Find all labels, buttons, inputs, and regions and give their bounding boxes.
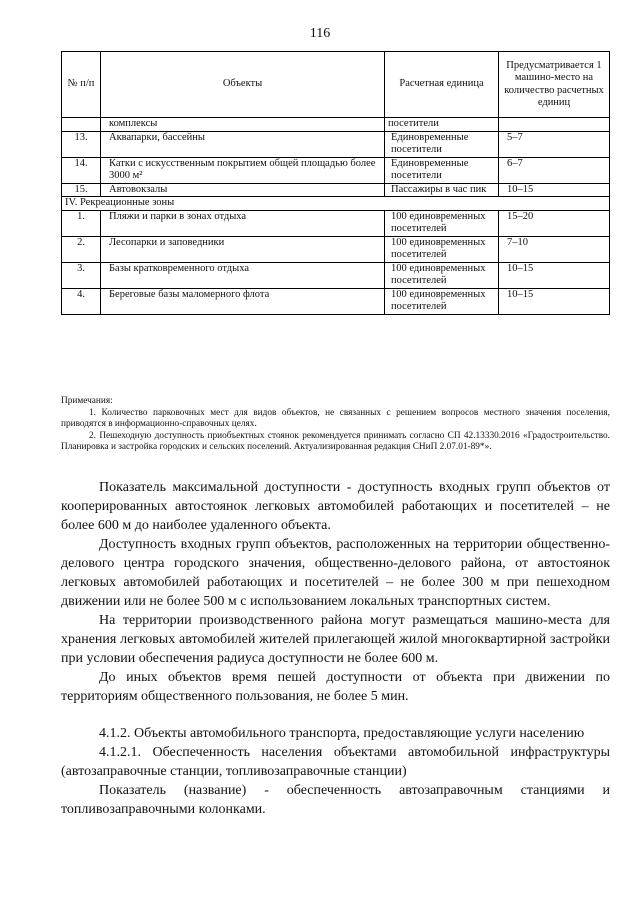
page-number: 116 [309, 26, 331, 41]
cell-spaces: 6–7 [499, 157, 610, 183]
cell-object: Пляжи и парки в зонах отдыха [101, 210, 385, 236]
cell-object: Базы кратковременного отдыха [101, 262, 385, 288]
table-row [62, 210, 610, 236]
cell-num: 3. [62, 262, 101, 288]
cell-object: комплексы [101, 118, 385, 132]
cell-unit: Пассажиры в час пик [385, 183, 499, 197]
body-text [61, 478, 610, 819]
cell-spaces [499, 118, 610, 132]
paragraph: На территории производственного района могут размещаться машино-места для хранения легковых автомобилей жителей прилегающей жилой многоквартирной застройки при условии обеспечения радиуса доступности не более 600 м. [61, 613, 610, 666]
cell-unit: посетители [385, 118, 499, 132]
cell-num: 15. [62, 183, 101, 197]
table-row [62, 118, 610, 132]
parking-norms-table [61, 51, 610, 315]
paragraph: До иных объектов время пешей доступности от объекта при движении по территориям общественного пользования, не более 5 мин. [61, 670, 610, 704]
cell-spaces: 7–10 [499, 236, 610, 262]
cell-unit: Единовременные посетители [385, 131, 499, 157]
header-num: № п/п [62, 52, 101, 118]
notes-title: Примечания: [61, 396, 113, 406]
cell-spaces: 5–7 [499, 131, 610, 157]
cell-spaces: 10–15 [499, 262, 610, 288]
cell-unit: 100 единовременных посетителей [385, 288, 499, 314]
table-header-row [62, 52, 610, 118]
paragraph: Показатель (название) - обеспеченность автозаправочным станциями и топливозаправочными колонками. [61, 783, 610, 817]
cell-num: 1. [62, 210, 101, 236]
note-item: 2. Пешеходную доступность приобъектных стоянок рекомендуется принимать согласно СП 42.13330.2016 «Градостроительство. Планировка и застройка городских и сельских поселений. Актуализированная редакция СНиП 2.07.01-89*». [61, 430, 610, 452]
table-notes [61, 396, 610, 454]
cell-spaces: 10–15 [499, 183, 610, 197]
table-section-row [62, 197, 610, 211]
cell-num: 4. [62, 288, 101, 314]
cell-num [62, 118, 101, 132]
section-heading: 4.1.2. Объекты автомобильного транспорта, предоставляющие услуги населению [99, 726, 585, 741]
header-object: Объекты [101, 52, 385, 118]
cell-object: Аквапарки, бассейны [101, 131, 385, 157]
cell-spaces: 15–20 [499, 210, 610, 236]
note-item: 1. Количество парковочных мест для видов объектов, не связанных с решением вопросов местного значения поселения, приводятся в информационно-справочных целях. [61, 407, 610, 429]
paragraph: Показатель максимальной доступности - доступность входных групп объектов от кооперированных автостоянок легковых автомобилей работающих и посетителей – не более 600 м до наиболее удаленного объекта. [61, 480, 610, 533]
cell-unit: 100 единовременных посетителей [385, 210, 499, 236]
cell-num: 14. [62, 157, 101, 183]
cell-unit: 100 единовременных посетителей [385, 262, 499, 288]
paragraph: Доступность входных групп объектов, расположенных на территории общественно-делового центра городского значения, общественно-делового района, от автостоянок легковых автомобилей работающих и посетителей – не более 300 м при пешеходном движении или не более 500 м с использованием локальных транспортных систем. [61, 537, 610, 609]
cell-unit: 100 единовременных посетителей [385, 236, 499, 262]
header-unit: Расчетная единица [385, 52, 499, 118]
cell-object: Береговые базы маломерного флота [101, 288, 385, 314]
cell-object: Катки с искусственным покрытием общей площадью более 3000 м² [101, 157, 385, 183]
table-row [62, 288, 610, 314]
subsection-heading: 4.1.2.1. Обеспеченность населения объектами автомобильной инфраструктуры (автозаправочные станции, топливозаправочные станции) [61, 745, 610, 779]
spacer [61, 706, 610, 724]
cell-spaces: 10–15 [499, 288, 610, 314]
table-row [62, 157, 610, 183]
cell-unit: Единовременные посетители [385, 157, 499, 183]
cell-object: Автовокзалы [101, 183, 385, 197]
table-row [62, 131, 610, 157]
table-row [62, 236, 610, 262]
cell-num: 13. [62, 131, 101, 157]
cell-num: 2. [62, 236, 101, 262]
table-row [62, 262, 610, 288]
section-title: IV. Рекреационные зоны [62, 197, 610, 211]
cell-object: Лесопарки и заповедники [101, 236, 385, 262]
header-spaces: Предусматривается 1 машино-место на количество расчетных единиц [499, 52, 610, 118]
table-row [62, 183, 610, 197]
